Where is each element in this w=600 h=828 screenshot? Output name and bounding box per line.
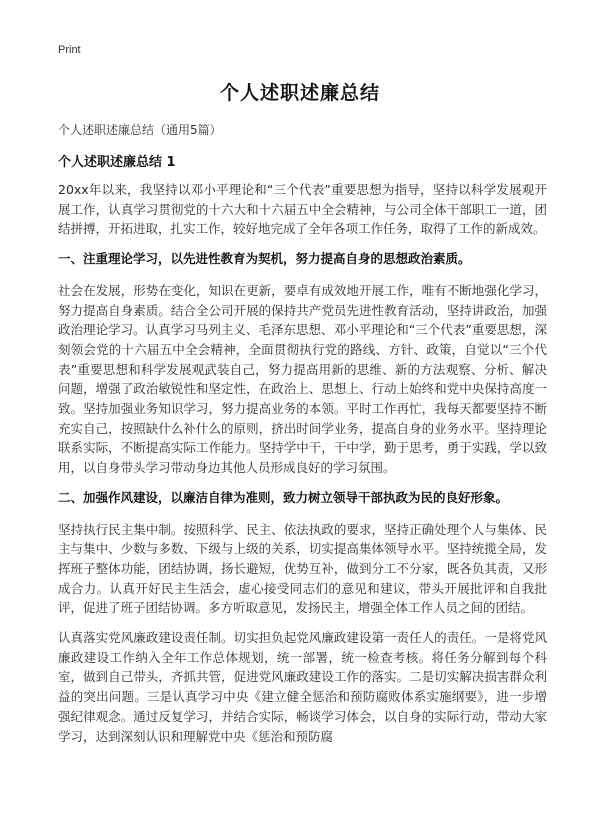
document-title: 个人述职述廉总结 <box>219 82 380 104</box>
body-paragraph: 20xx年以来，我坚持以邓小平理论和“三个代表”重要思想为指导，坚持以科学发展观开展工作，认真学习贯彻党的十六大和十六届五中全会精神，与公司全体干部职工一道，团结拼搏，开拓进取，扎实工作，较好地完成了全年各项工作任务，取得了工作的新成效。 <box>58 182 547 237</box>
print-link[interactable]: Print <box>58 44 81 56</box>
body-paragraph: 认真落实党风廉政建设责任制。切实担负起党风廉政建设第一责任人的责任。一是将党风廉政建设工作纳入全年工作总体规划，统一部署，统一检查考核。将任务分解到每个科室，做到自己带头，齐抓共管，促进党风廉政建设工作的落实。二是切实解决损害群众利益的突出问题。三是认真学习中央《建立健全惩治和预防腐败体系实施纲要》，进一步增强纪律观念。通过反复学习，并结合实际，畅谈学习体会，以自身的实际行动，带动大家学习，达到深刻认识和理解党中央《惩治和预防腐 <box>58 630 547 744</box>
section-title: 个人述职述廉总结 1 <box>58 155 176 170</box>
body-paragraph: 坚持执行民主集中制。按照科学、民主、依法执政的要求，坚持正确处理个人与集体、民主与集中、少数与多数、下级与上级的关系，切实提高集体领导水平。坚持统揽全局，发挥班子整体功能，团结协调，扬长避短，优势互补，做到分工不分家，既各负其责，又形成合力。认真开好民主生活会，虚心接受同志们的意见和建议，带头开展批评和自我批评，促进了班子团结协调。多方听取意见，发扬民主，增强全体工作人员之间的团结。 <box>58 521 547 616</box>
body-paragraph: 社会在发展，形势在变化，知识在更新，要卓有成效地开展工作，唯有不断地强化学习，努力提高自身素质。结合全公司开展的保持共产党员先进性教育活动，坚持讲政治，加强政治理论学习。认真学习马列主义、毛泽东思想、邓小平理论和“三个代表”重要思想，深刻领会党的十六届五中全会精神，全面贯彻执行党的路线、方针、政策，自觉以“三个代表”重要思想和科学发展观武装自己，努力提高用新的思维、新的方法观察、分析、解决问题，增强了政治敏锐性和坚定性，在政治上、思想上、行动上始终和党中央保持高度一致。坚持加强业务知识学习，努力提高业务的本领。平时工作再忙，我每天都要坚持不断充实自己，按照缺什么补什么的原则，挤出时间学业务，提高自身的业务水平。坚持理论联系实际，不断提高实际工作能力。坚持学中干，干中学，勤于思考，勇于实践，学以致用，以自身带头学习带动身边其他人员形成良好的学习氛围。 <box>58 282 547 476</box>
section-heading: 二、加强作风建设，以廉洁自律为准则，致力树立领导干部执政为民的良好形象。 <box>58 489 509 505</box>
document-subtitle: 个人述职述廉总结（通用5篇） <box>58 123 222 137</box>
document-body <box>58 180 547 756</box>
section-heading: 一、注重理论学习，以先进性教育为契机，努力提高自身的思想政治素质。 <box>58 251 471 267</box>
